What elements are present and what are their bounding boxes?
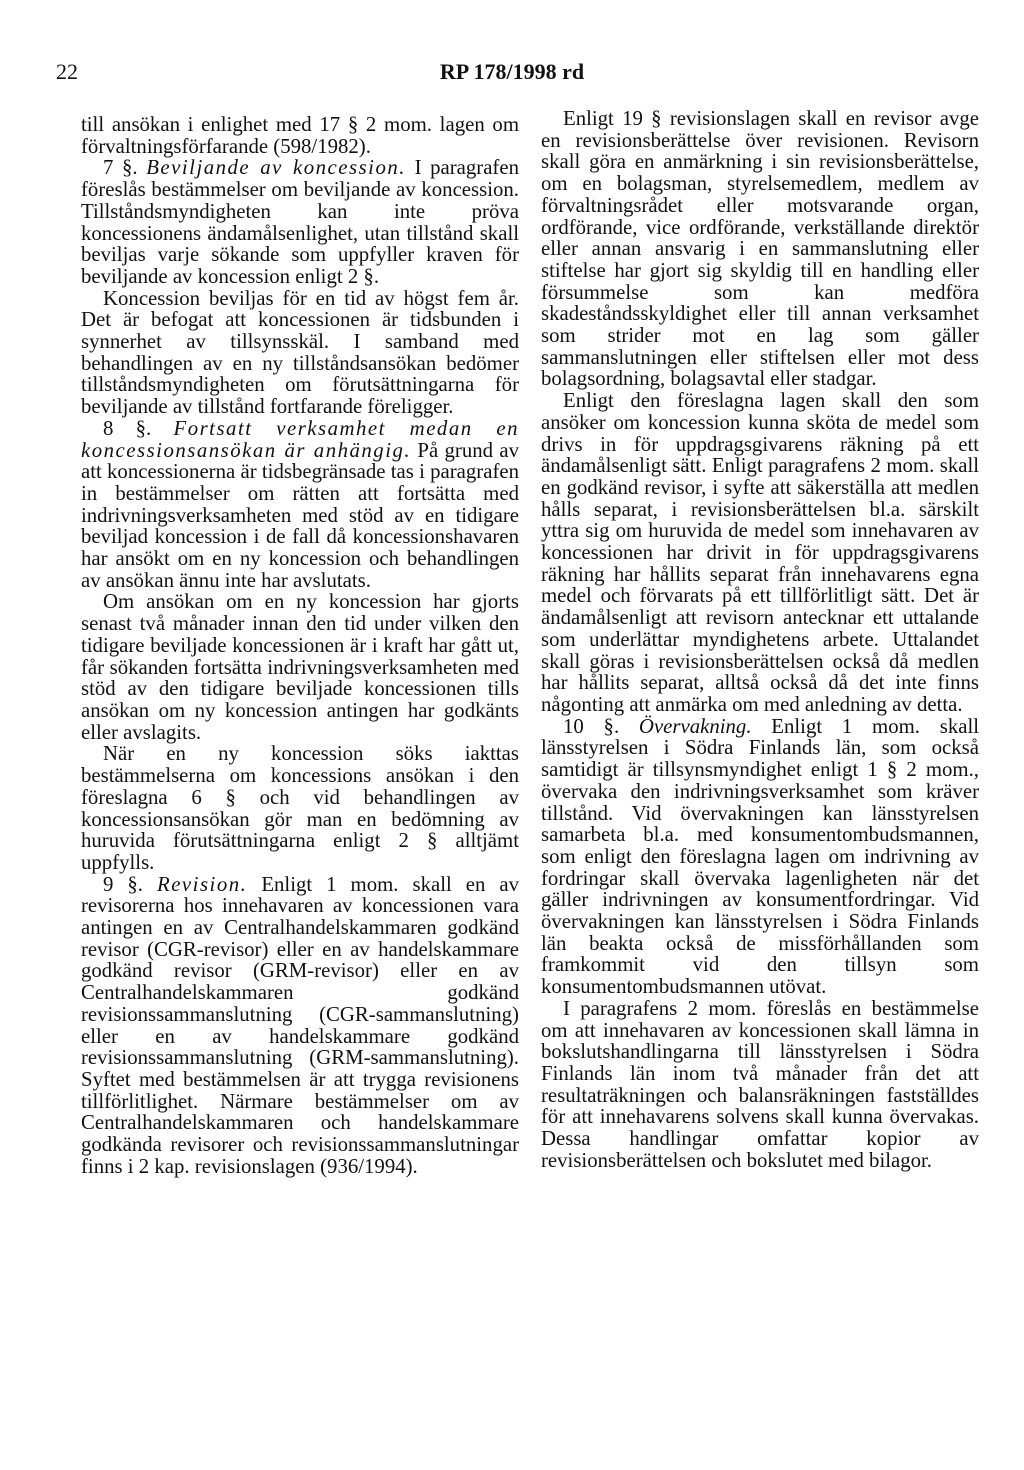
section-title: Revision. bbox=[157, 872, 248, 896]
section-number: 10 §. bbox=[563, 714, 620, 738]
section-8-paragraph bbox=[81, 418, 519, 592]
left-column bbox=[81, 114, 519, 1177]
paragraph: Om ansökan om en ny koncession har gjorts senast två månader innan den tid under vilken den tidigare beviljade koncessionen är i kraft har gått ut, får sökanden fortsätta indrivningsverksamheten med stöd av den tidigare beviljade koncessionen tills ansökan om ny koncession antingen har godkänts eller avslagits. bbox=[81, 590, 519, 744]
paragraph: till ansökan i enlighet med 17 § 2 mom. lagen om förvaltningsförfarande (598/1982). bbox=[81, 113, 519, 158]
section-title: Övervakning. bbox=[638, 714, 752, 738]
section-title: Fortsatt verksamhet medan en koncessionsansökan är anhängig. bbox=[81, 416, 519, 462]
running-head: RP 178/1998 rd bbox=[439, 59, 585, 84]
section-number: 7 §. bbox=[103, 156, 138, 180]
section-9-paragraph bbox=[81, 874, 519, 1178]
paragraph: Koncession beviljas för en tid av högst fem år. Det är befogat att koncessionen är tidsbunden i synnerhet av tillsynsskäl. I samband med behandlingen av en ny tillståndsansökan bedömer tillståndsmyndigheten om förutsättningarna för beviljande av tillstånd fortfarande föreligger. bbox=[81, 286, 519, 419]
section-text: Enligt 1 mom. skall en av revisorerna hos innehavaren av koncessionen vara antingen en av Centralhandelskammaren godkänd revisor (CGR-revisor) eller en av handelskammare godkänd revisor (GRM-revisor) eller en av Centralhandelskammaren godkänd revisionssammanslutning (CGR-sammanslutning) eller en av handelskammare godkänd revisionssammanslutning (GRM-sammanslutning). Syftet med bestämmelsen är att trygga revisionens tillförlitlighet. Närmare bestämmelser om av Centralhandelskammaren och handelskammare godkända revisorer och revisionssammanslutningar finns i 2 kap. revisionslagen (936/1994). bbox=[81, 872, 520, 1178]
paragraph: Enligt den föreslagna lagen skall den som ansöker om koncession kunna sköta de medel som drivs in för uppdragsgivarens räkning på ett ändamålsenligt sätt. Enligt paragrafens 2 mom. skall en godkänd revisor, i syfte att säkerställa att medlen hålls separat, i revisionsberättelsen bl.a. särskilt yttra sig om huruvida de medel som innehavaren av koncessionen har drivit in för uppdragsgivarens räkning har hållits separat från innehavarens egna medel och förvarats på ett tillförlitligt sätt. Det är ändamålsenligt att revisorn antecknar ett uttalande som underlättar myndighetens arbete. Uttalandet skall göras i revisionsberättelsen också då medlen har hållits separat, alltså också då det inte finns någonting att anmärka om med anledning av detta. bbox=[541, 389, 979, 716]
paragraph: I paragrafens 2 mom. föreslås en bestämmelse om att innehavaren av koncessionen skall lämna in bokslutshandlingarna till länsstyrelsen i Södra Finlands län inom två månader från det att resultaträkningen och balansräkningen fastställdes för att innehavarens solvens skall kunna övervakas. Dessa handlingar omfattar kopior av revisionsberättelsen och bokslutet med bilagor. bbox=[541, 996, 979, 1172]
section-7-paragraph bbox=[81, 157, 519, 287]
paragraph: När en ny koncession söks iakttas bestämmelserna om koncessions ansökan i den föreslagna 6 § och vid behandlingen av koncessionsansökan gör man en bedömning av huruvida förutsättningarna enligt 2 § alltjämt uppfylls. bbox=[81, 742, 519, 874]
section-10-paragraph bbox=[541, 716, 979, 998]
section-number: 8 §. bbox=[103, 416, 152, 440]
page-number: 22 bbox=[56, 59, 78, 84]
right-column bbox=[541, 108, 979, 1171]
section-text: På grund av att koncessionerna är tidsbegränsade tas i paragrafen in bestämmelser om rätten att fortsätta med indrivningsverksamheten med stöd av en tidigare beviljad koncession i de fall då koncessionshavaren har ansökt om en ny koncession och behandlingen av ansökan ännu inte har avslutats. bbox=[81, 438, 519, 592]
section-text: I paragrafen föreslås bestämmelser om beviljande av koncession. Tillståndsmyndigheten kan inte pröva koncessionens ändamålsenlighet, utan tillstånd skall beviljas varje sökande som uppfyller kraven för beviljande av koncession enligt 2 §. bbox=[81, 156, 519, 288]
paragraph: Enligt 19 § revisionslagen skall en revisor avge en revisionsberättelse över revisionen. Revisorn skall göra en anmärkning i sin revisionsberättelse, om en bolagsman, styrelsemedlem, medlem av förvaltningsrådet eller motsvarande organ, ordförande, vice ordförande, verkställande direktör eller annan ansvarig i en sammanslutning eller stiftelse har gjort sig skyldig till en handling eller försummelse som kan medföra skadeståndsskyldighet eller till annan verksamhet som strider mot en lag som gäller sammanslutningen eller stiftelsen eller mot dess bolagsordning, bolagsavtal eller stadgar. bbox=[541, 107, 979, 391]
section-title: Beviljande av koncession. bbox=[146, 156, 406, 180]
section-text: Enligt 1 mom. skall länsstyrelsen i Södra Finlands län, som också samtidigt är tillsynsmyndighet enligt 1 § 2 mom., övervaka den indrivningsverksamhet som kräver tillstånd. Vid övervakningen kan länsstyrelsen samarbeta bl.a. med konsumentombudsmannen, som enligt den föreslagna lagen om indrivning av fordringar skall övervaka lagenligheten när det gäller indrivningen av konsumentfordringar. Vid övervakningen kan länsstyrelsen i Södra Finlands län beakta också de missförhållanden som framkommit vid den tillsyn som konsumentombudsmannen utövat. bbox=[541, 714, 980, 999]
section-number: 9 §. bbox=[103, 872, 143, 896]
